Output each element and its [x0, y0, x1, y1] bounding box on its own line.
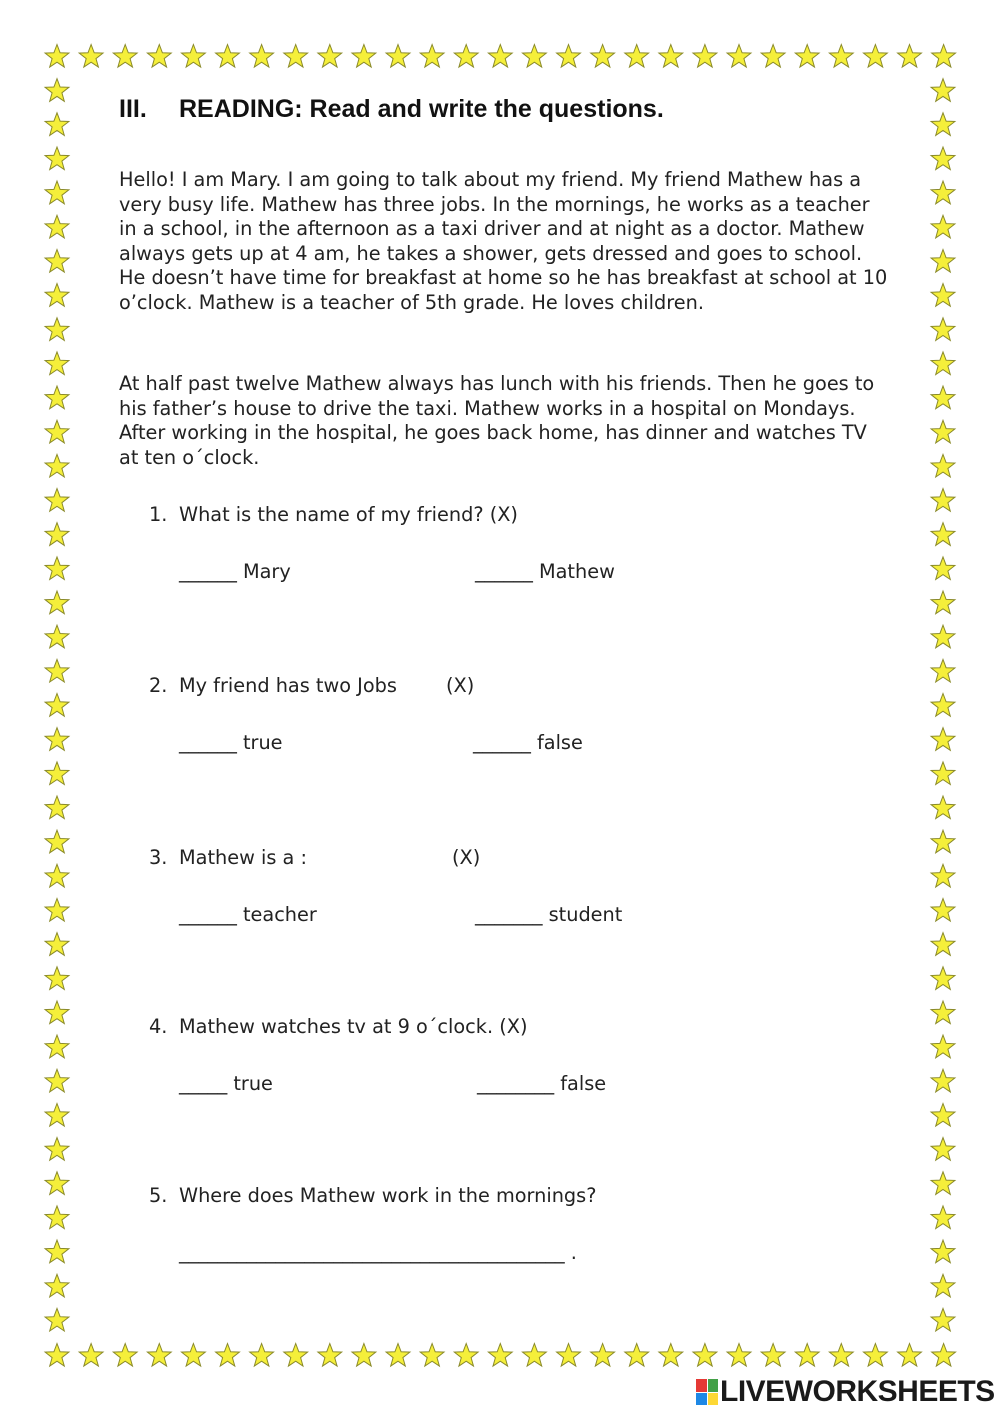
star-icon — [45, 864, 69, 887]
star-icon — [931, 728, 955, 751]
star-icon — [829, 1344, 853, 1367]
star-icon — [931, 933, 955, 956]
star-icon — [147, 45, 171, 68]
star-icon — [45, 250, 69, 273]
star-icon — [45, 1240, 69, 1263]
star-icon — [45, 1104, 69, 1127]
answer-option-true[interactable]: ______ true — [179, 731, 283, 754]
star-icon — [45, 1172, 69, 1195]
star-icon — [864, 45, 888, 68]
star-icon — [931, 762, 955, 785]
star-icon — [488, 1344, 512, 1367]
star-icon — [454, 45, 478, 68]
star-icon — [45, 625, 69, 648]
star-icon — [45, 899, 69, 922]
star-icon — [931, 899, 955, 922]
answer-option-mary[interactable]: ______ Mary — [179, 560, 291, 583]
question-text: Mathew watches tv at 9 o´clock. (X) — [179, 1015, 528, 1038]
question-number: 5. — [149, 1184, 168, 1207]
star-icon — [898, 1344, 922, 1367]
star-icon — [45, 1035, 69, 1058]
star-icon — [829, 45, 853, 68]
section-number: III. — [119, 95, 147, 123]
star-icon — [898, 45, 922, 68]
star-icon — [45, 318, 69, 341]
star-icon — [931, 796, 955, 819]
star-icon — [45, 523, 69, 546]
star-icon — [386, 1344, 410, 1367]
star-icon — [931, 79, 955, 102]
star-icon — [591, 45, 615, 68]
star-icon — [931, 1069, 955, 1092]
star-icon — [250, 1344, 274, 1367]
star-icon — [761, 45, 785, 68]
question-3 — [149, 846, 481, 869]
star-icon — [932, 1344, 956, 1367]
star-icon — [284, 45, 308, 68]
star-icon — [45, 1206, 69, 1229]
star-icon — [931, 557, 955, 580]
star-icon — [45, 1308, 69, 1331]
star-icon — [45, 796, 69, 819]
reading-paragraph-2: At half past twelve Mathew always has lunch with his friends. Then he goes to his father’s house to drive the taxi. Mathew works in a hospital on Mondays. After working in the hospital, he goes back home, has dinner and watches TV at ten o´clock. — [119, 372, 875, 469]
star-icon — [931, 489, 955, 512]
answer-option-student[interactable]: _______ student — [475, 903, 623, 926]
question-2 — [149, 674, 475, 697]
star-icon — [488, 45, 512, 68]
star-icon — [931, 1001, 955, 1024]
question-mark: (X) — [452, 846, 481, 869]
star-icon — [45, 967, 69, 990]
star-icon — [45, 215, 69, 238]
star-icon — [931, 352, 955, 375]
star-icon — [45, 728, 69, 751]
star-icon — [931, 250, 955, 273]
star-icon — [931, 420, 955, 443]
star-icon — [45, 113, 69, 136]
star-icon — [931, 181, 955, 204]
star-icon — [45, 181, 69, 204]
section-title: READING: Read and write the questions. — [179, 95, 664, 123]
star-icon — [931, 625, 955, 648]
star-icon — [45, 454, 69, 477]
answer-option-teacher[interactable]: ______ teacher — [179, 903, 317, 926]
reading-paragraph-1: Hello! I am Mary. I am going to talk about my friend. My friend Mathew has a very busy life. Mathew has three jobs. In the mornings, he works as a teacher in a school, in the afternoon as a taxi driver and at night as a doctor. Mathew always gets up at 4 am, he takes a shower, gets dressed and goes to school. He doesn’t have time for breakfast at home so he has breakfast at school at 10 o’clock. Mathew is a teacher of 5th grade. He loves children. — [119, 168, 888, 314]
question-4 — [149, 1015, 528, 1038]
star-icon — [932, 45, 956, 68]
star-icon — [557, 1344, 581, 1367]
star-icon — [931, 1172, 955, 1195]
star-icon — [45, 933, 69, 956]
star-icon — [727, 45, 751, 68]
star-icon — [931, 1035, 955, 1058]
star-icon — [931, 1274, 955, 1297]
star-icon — [523, 1344, 547, 1367]
star-icon — [216, 45, 240, 68]
star-icon — [352, 1344, 376, 1367]
answer-option-false[interactable]: ________ false — [477, 1072, 607, 1095]
star-icon — [693, 1344, 717, 1367]
star-icon — [931, 215, 955, 238]
question-text: My friend has two Jobs — [179, 674, 397, 697]
star-icon — [386, 45, 410, 68]
section-heading — [119, 95, 664, 124]
star-icon — [931, 1138, 955, 1161]
star-icon — [79, 1344, 103, 1367]
star-icon — [931, 659, 955, 682]
star-icon — [931, 830, 955, 853]
star-icon — [454, 1344, 478, 1367]
star-icon — [864, 1344, 888, 1367]
star-icon — [931, 523, 955, 546]
star-icon — [659, 1344, 683, 1367]
star-icon — [420, 1344, 444, 1367]
star-icon — [625, 45, 649, 68]
star-icon — [931, 318, 955, 341]
star-icon — [147, 1344, 171, 1367]
question-1 — [149, 503, 518, 526]
star-icon — [45, 147, 69, 170]
star-icon — [591, 1344, 615, 1367]
star-icon — [318, 45, 342, 68]
star-icon — [45, 352, 69, 375]
star-icon — [45, 591, 69, 614]
star-icon — [45, 284, 69, 307]
logo-text: LIVEWORKSHEETS — [720, 1375, 995, 1408]
star-icon — [318, 1344, 342, 1367]
star-icon — [45, 1069, 69, 1092]
star-icon — [182, 45, 206, 68]
liveworksheets-logo — [696, 1375, 995, 1409]
star-icon — [931, 1206, 955, 1229]
star-icon — [931, 1240, 955, 1263]
star-icon — [45, 45, 69, 68]
star-icon — [625, 1344, 649, 1367]
star-icon — [45, 1274, 69, 1297]
star-icon — [45, 386, 69, 409]
star-icon — [931, 694, 955, 717]
star-icon — [182, 1344, 206, 1367]
question-mark: (X) — [446, 674, 475, 697]
star-icon — [352, 45, 376, 68]
star-icon — [45, 659, 69, 682]
star-icon — [45, 489, 69, 512]
star-icon — [45, 557, 69, 580]
star-icon — [931, 386, 955, 409]
question-number: 2. — [149, 674, 168, 697]
star-icon — [659, 45, 683, 68]
star-icon — [795, 1344, 819, 1367]
star-icon — [931, 1104, 955, 1127]
question-text: What is the name of my friend? (X) — [179, 503, 518, 526]
star-icon — [931, 967, 955, 990]
star-icon — [795, 45, 819, 68]
star-icon — [113, 45, 137, 68]
star-icon — [45, 79, 69, 102]
star-icon — [523, 45, 547, 68]
star-icon — [284, 1344, 308, 1367]
star-icon — [45, 762, 69, 785]
star-icon — [727, 1344, 751, 1367]
star-icon — [79, 45, 103, 68]
question-text: Where does Mathew work in the mornings? — [179, 1184, 597, 1207]
question-number: 1. — [149, 503, 168, 526]
star-icon — [931, 113, 955, 136]
star-icon — [761, 1344, 785, 1367]
star-icon — [45, 694, 69, 717]
answer-option-false[interactable]: ______ false — [473, 731, 583, 754]
answer-line[interactable]: ________________________________________ . — [179, 1241, 577, 1264]
star-icon — [250, 45, 274, 68]
star-icon — [113, 1344, 137, 1367]
star-icon — [216, 1344, 240, 1367]
star-icon — [693, 45, 717, 68]
star-icon — [931, 147, 955, 170]
star-icon — [45, 830, 69, 853]
star-icon — [45, 1344, 69, 1367]
star-icon — [931, 284, 955, 307]
star-icon — [931, 864, 955, 887]
question-number: 4. — [149, 1015, 168, 1038]
question-text: Mathew is a : — [179, 846, 307, 869]
star-icon — [931, 591, 955, 614]
logo-mark-icon — [696, 1379, 718, 1405]
star-icon — [45, 1138, 69, 1161]
star-icon — [45, 420, 69, 443]
star-icon — [420, 45, 444, 68]
answer-option-true[interactable]: _____ true — [179, 1072, 273, 1095]
star-icon — [931, 454, 955, 477]
question-number: 3. — [149, 846, 168, 869]
star-icon — [557, 45, 581, 68]
star-icon — [931, 1308, 955, 1331]
answer-option-mathew[interactable]: ______ Mathew — [475, 560, 615, 583]
star-icon — [45, 1001, 69, 1024]
question-5 — [149, 1184, 597, 1207]
